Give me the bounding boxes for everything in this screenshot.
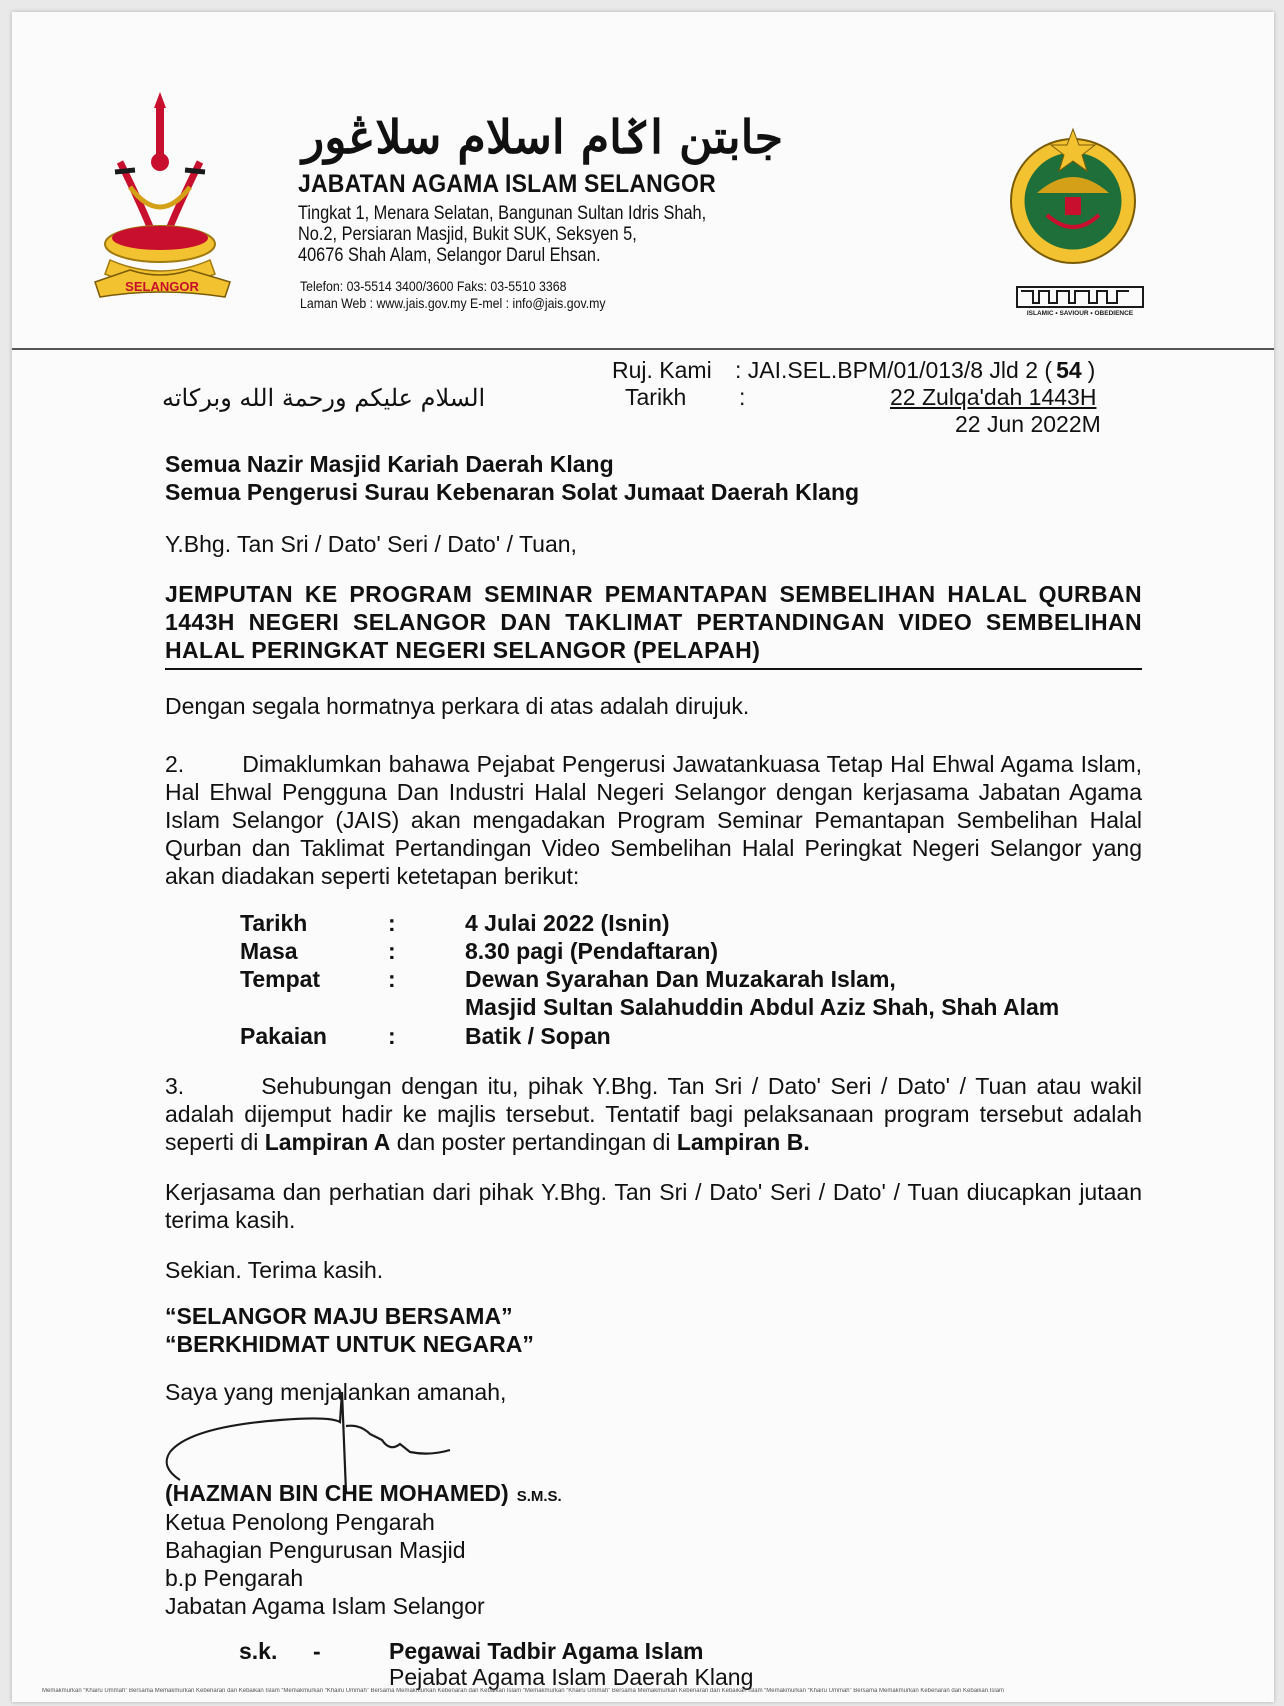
signatory-title-2: Bahagian Pengurusan Masjid — [165, 1537, 466, 1563]
ref-label: Ruj. Kami — [612, 357, 712, 383]
para-3 — [165, 1072, 1149, 1156]
letter-sheet — [12, 12, 1274, 1702]
para-3-text-b: dan poster pertandingan di — [390, 1129, 677, 1155]
detail-value-pakaian: Batik / Sopan — [465, 1023, 611, 1049]
signatory-title-1: Ketua Penolong Pengarah — [165, 1509, 435, 1535]
detail-colon: : — [388, 938, 396, 964]
signatory-name: (HAZMAN BIN CHE MOHAMED) — [165, 1480, 509, 1506]
telefon-line: Telefon: 03-5514 3400/3600 Faks: 03-5510 3368 — [300, 278, 567, 294]
gregorian-date: 22 Jun 2022M — [955, 411, 1101, 437]
ref-number: 54 — [1056, 357, 1082, 383]
cc-title: Pegawai Tadbir Agama Islam — [389, 1638, 704, 1664]
closing: Sekian. Terima kasih. — [165, 1257, 384, 1283]
date-colon: : — [739, 384, 746, 410]
detail-colon: : — [388, 966, 396, 992]
lampiran-b: Lampiran B. — [676, 1129, 810, 1155]
ref-code: : JAI.SEL.BPM/01/013/8 Jld 2 ( — [735, 357, 1053, 383]
cc-office: Pejabat Agama Islam Daerah Klang — [389, 1664, 754, 1690]
hijri-date: 22 Zulqa'dah 1443H — [890, 384, 1097, 410]
subject-heading: JEMPUTAN KE PROGRAM SEMINAR PEMANTAPAN SEMBELIHAN HALAL QURBAN 1443H NEGERI SELANGOR DAN TAKLIMAT PERTANDINGAN VIDEO SEMBELIHAN HALAL PERINGKAT NEGERI SELANGOR (PELAPAH) — [165, 580, 1142, 670]
trust-line: Saya yang menjalankan amanah, — [165, 1379, 507, 1405]
header-divider — [12, 348, 1274, 350]
detail-label-pakaian: Pakaian — [240, 1023, 327, 1049]
arabic-salutation: السلام عليكم ورحمة الله وبركاته — [162, 384, 486, 412]
detail-value-tempat-2: Masjid Sultan Salahuddin Abdul Aziz Shah, Shah Alam — [465, 994, 1060, 1020]
signatory-title-4: Jabatan Agama Islam Selangor — [165, 1593, 485, 1619]
footer-strip: Memakmurkan “Khairu Ummah” Bersama Memakmurkan Kebenaran dan Kebaikan Islam “Memakmurkan “Khairu Ummah” Bersama Memakmurkan Kebenaran dan Kebaikan Islam “Memakmurkan “Khairu Ummah” Bersama Memakmurkan Kebenaran dan Kebaikan Islam “Memakmurkan “Khairu Ummah” Bersama Memakmurkan Kebenaran dan Kebaikan Islam — [42, 1688, 1005, 1694]
cc-dash: - — [313, 1638, 321, 1664]
ref-value — [735, 357, 1095, 384]
signatory-honorific: S.M.S. — [516, 1488, 562, 1505]
greeting: Y.Bhg. Tan Sri / Dato' Seri / Dato' / Tuan, — [165, 531, 577, 557]
para-3-text-a: 3. Sehubungan dengan itu, pihak Y.Bhg. Tan Sri / Dato' Seri / Dato' / Tuan atau wakil adalah dijemput hadir ke majlis tersebut. Tentatif bagi pelaksanaan program tersebut adalah seperti di — [165, 1073, 1149, 1155]
detail-label-masa: Masa — [240, 938, 298, 964]
detail-label-tarikh: Tarikh — [240, 910, 308, 936]
para-1: Dengan segala hormatnya perkara di atas adalah dirujuk. — [165, 693, 750, 719]
jais-emblem-logo — [1007, 127, 1157, 317]
address-line-2: No.2, Persiaran Masjid, Bukit SUK, Seksyen 5, — [298, 224, 637, 245]
slogan-1: “SELANGOR MAJU BERSAMA” — [165, 1303, 513, 1329]
recipient-line-2: Semua Pengerusi Surau Kebenaran Solat Jumaat Daerah Klang — [165, 479, 860, 505]
address-line-3: 40676 Shah Alam, Selangor Darul Ehsan. — [298, 245, 601, 266]
handwritten-signature — [160, 1382, 580, 1492]
slogan-2: “BERKHIDMAT UNTUK NEGARA” — [165, 1331, 534, 1357]
signatory-title-3: b.p Pengarah — [165, 1565, 304, 1591]
para-2: 2. Dimaklumkan bahawa Pejabat Pengerusi Jawatankuasa Tetap Hal Ehwal Agama Islam, Hal Ehwal Pengguna Dan Industri Halal Negeri Selangor dengan kerjasama Jabatan Agama Islam Selangor (JAIS) akan mengadakan Program Seminar Pemantapan Sembelihan Halal Qurban dan Taklimat Pertandingan Video Sembelihan Halal Peringkat Negeri Selangor yang akan diadakan seperti ketetapan berikut: — [165, 751, 1149, 889]
date-label: Tarikh — [625, 384, 687, 410]
cc-label: s.k. — [239, 1638, 278, 1664]
ref-close: ) — [1087, 357, 1096, 383]
detail-colon: : — [388, 1023, 396, 1049]
org-name: JABATAN AGAMA ISLAM SELANGOR — [298, 170, 716, 198]
emblem-motto-text: ISLAMIC • SAVIOUR • OBEDIENCE — [1026, 310, 1134, 317]
arabic-org-title: جابتن اݢام اسلام سلاڠور — [302, 110, 784, 164]
detail-value-tempat: Dewan Syarahan Dan Muzakarah Islam, — [465, 966, 896, 992]
detail-label-tempat: Tempat — [240, 966, 321, 992]
detail-value-masa: 8.30 pagi (Pendaftaran) — [465, 938, 719, 964]
detail-colon: : — [388, 910, 396, 936]
para-4: Kerjasama dan perhatian dari pihak Y.Bhg. Tan Sri / Dato' Seri / Dato' / Tuan diucapkan jutaan terima kasih. — [165, 1179, 1142, 1233]
lampiran-a: Lampiran A — [264, 1129, 391, 1155]
selangor-crest-logo — [90, 92, 260, 317]
recipient-line-1: Semua Nazir Masjid Kariah Daerah Klang — [165, 451, 614, 477]
detail-value-tarikh: 4 Julai 2022 (Isnin) — [465, 910, 670, 936]
signatory-block — [165, 1480, 562, 1507]
address-line-1: Tingkat 1, Menara Selatan, Bangunan Sultan Idris Shah, — [298, 203, 707, 224]
crest-banner-text: SELANGOR — [125, 279, 199, 294]
web-email-line: Laman Web : www.jais.gov.my E-mel : info@jais.gov.my — [300, 295, 606, 311]
